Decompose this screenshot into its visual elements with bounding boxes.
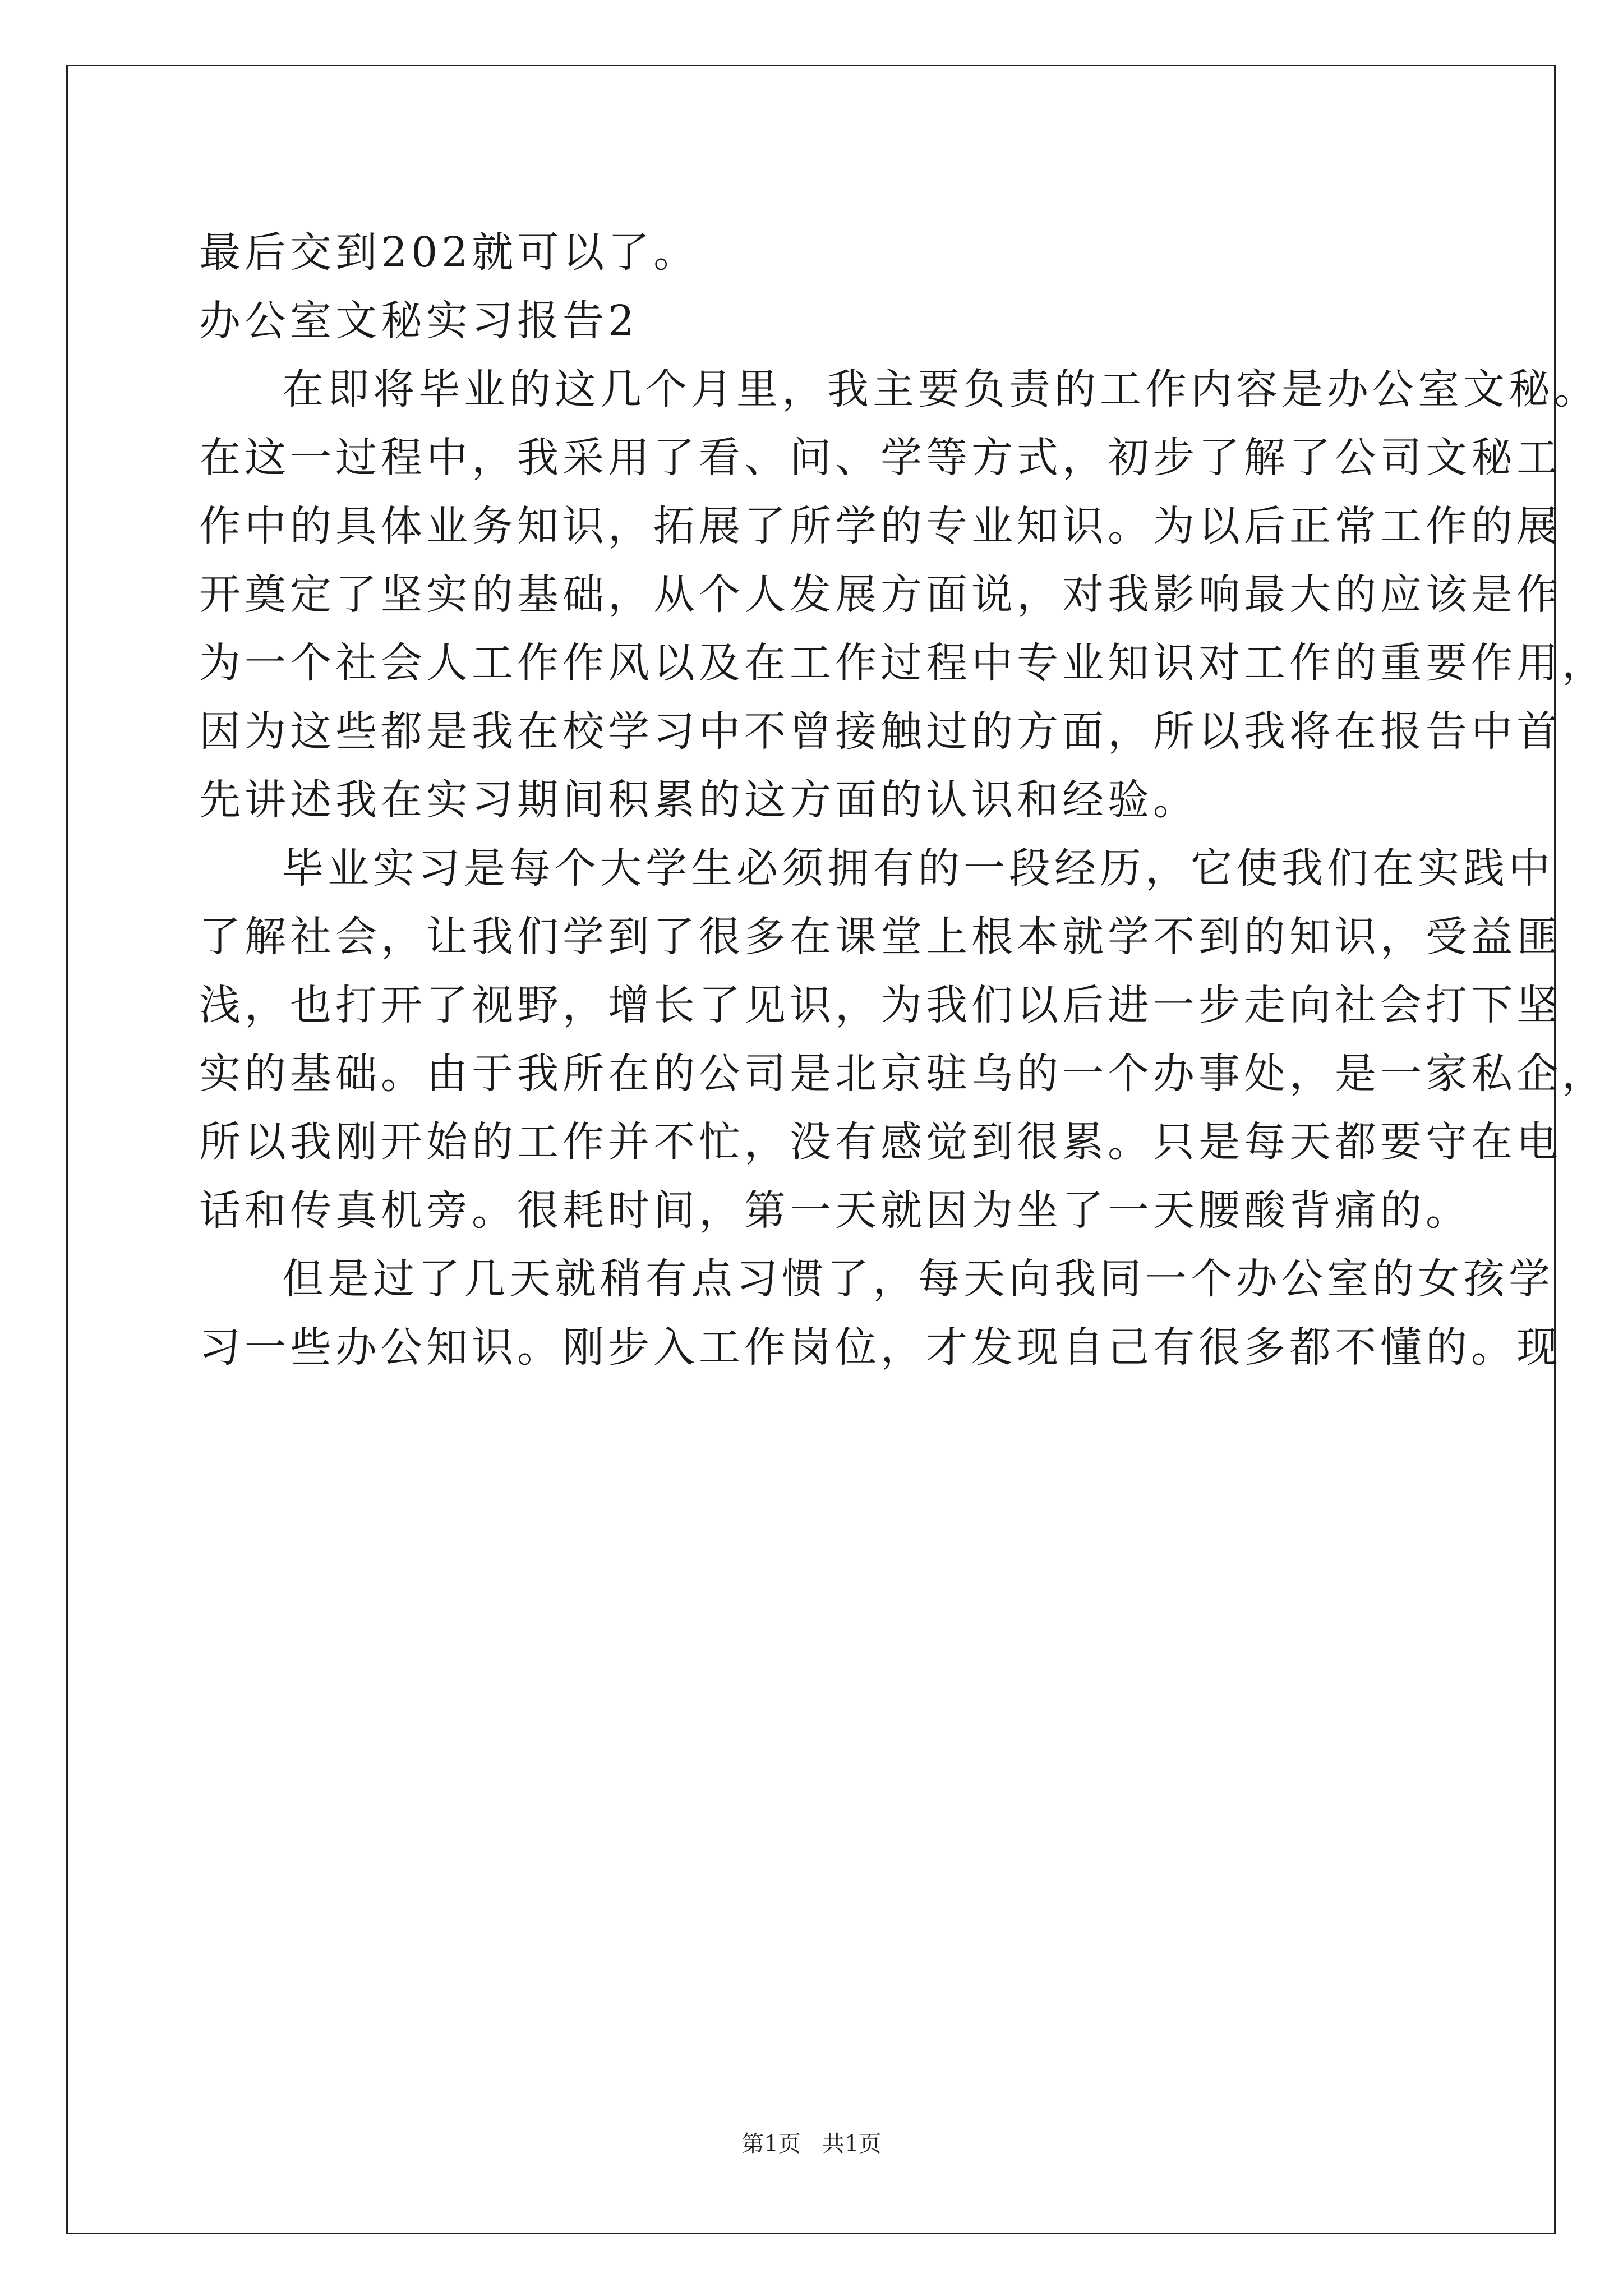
text-line: 但是过了几天就稍有点习惯了，每天向我同一个办公室的女孩学 [282, 1255, 1554, 1303]
text-line: 话和传真机旁。很耗时间，第一天就因为坐了一天腰酸背痛的。 [199, 1186, 1471, 1235]
section-heading: 办公室文秘实习报告2 [199, 297, 639, 345]
text-line: 在即将毕业的这几个月里，我主要负责的工作内容是办公室文秘。 [282, 365, 1599, 413]
text-line: 为一个社会人工作作风以及在工作过程中专业知识对工作的重要作用， [199, 639, 1607, 687]
text-line: 开奠定了坚实的基础，从个人发展方面说，对我影响最大的应该是作 [199, 570, 1562, 619]
text-line: 毕业实习是每个大学生必须拥有的一段经历，它使我们在实践中 [282, 844, 1554, 892]
text-line: 先讲述我在实习期间积累的这方面的认识和经验。 [199, 776, 1198, 824]
text-line: 作中的具体业务知识，拓展了所学的专业知识。为以后正常工作的展 [199, 502, 1562, 550]
text-line: 在这一过程中，我采用了看、问、学等方式，初步了解了公司文秘工 [199, 434, 1562, 482]
text-line: 因为这些都是我在校学习中不曾接触过的方面，所以我将在报告中首 [199, 707, 1562, 756]
text-line: 实的基础。由于我所在的公司是北京驻乌的一个办事处，是一家私企， [199, 1050, 1607, 1098]
text-line: 习一些办公知识。刚步入工作岗位，才发现自己有很多都不懂的。现 [199, 1323, 1562, 1372]
text-line: 了解社会，让我们学到了很多在课堂上根本就学不到的知识，受益匪 [199, 913, 1562, 961]
text-line: 最后交到202就可以了。 [199, 228, 699, 277]
text-line: 浅，也打开了视野，增长了见识，为我们以后进一步走向社会打下坚 [199, 981, 1562, 1029]
text-line: 所以我刚开始的工作并不忙，没有感觉到很累。只是每天都要守在电 [199, 1118, 1562, 1166]
page-number-footer: 第1页 共1页 [741, 2131, 882, 2157]
